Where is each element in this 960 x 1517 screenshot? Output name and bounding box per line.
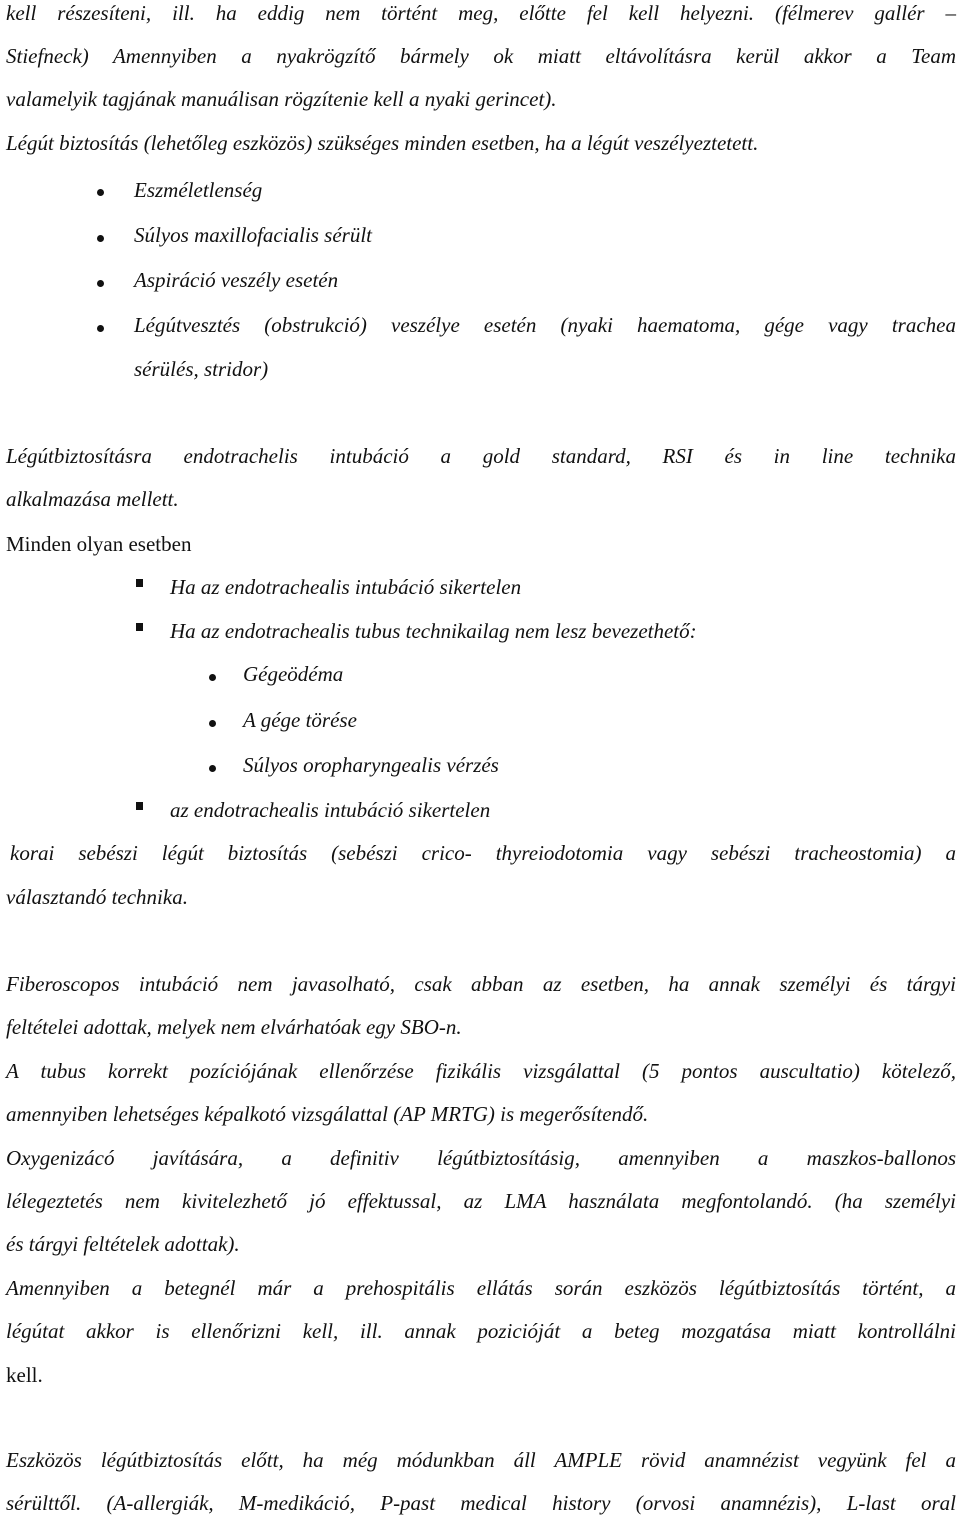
bullet-square-icon — [136, 623, 143, 631]
list-item-continuation: sérülés, stridor) — [134, 357, 269, 381]
text-line: Fiberoscopos intubáció nem javasolható, csak abban az esetben, ha annak személyi és tárgyi — [6, 972, 956, 996]
text-line: alkalmazása mellett. — [6, 487, 179, 511]
text-line: korai sebészi légút biztosítás (sebészi crico- thyreiodotomia vagy sebészi tracheostomia) a — [10, 841, 956, 865]
text-line: kell részesíteni, ill. ha eddig nem történt meg, előtte fel kell helyezni. (félmerev gallér – — [6, 1, 956, 25]
list-item: Ha az endotrachealis tubus technikailag nem lesz bevezethető: — [170, 619, 697, 643]
text-line: választandó technika. — [6, 885, 188, 909]
text-line: A tubus korrekt pozíciójának ellenőrzése fizikális vizsgálattal (5 pontos auscultatio) kötelező, — [6, 1059, 956, 1083]
text-line: Légút biztosítás (lehetőleg eszközös) szükséges minden esetben, ha a légút veszélyeztetett. — [6, 131, 759, 155]
bullet-dot-icon — [97, 235, 104, 242]
text-line: sérülttől. (A-allergiák, M-medikáció, P-past medical history (orvosi anamnézis), L-last oral — [6, 1491, 956, 1515]
list-item: A gége törése — [243, 708, 357, 732]
text-line: Légútbiztosításra endotrachelis intubáció a gold standard, RSI és in line technika — [6, 444, 956, 468]
list-item: Légútvesztés (obstrukció) veszélye esetén (nyaki haematoma, gége vagy trachea — [134, 313, 956, 337]
list-item: az endotrachealis intubáció sikertelen — [170, 798, 491, 822]
text-line: Oxygenizácó javítására, a definitiv légútbiztosításig, amennyiben a maszkos-ballonos — [6, 1146, 956, 1170]
text-line: Eszközös légútbiztosítás előtt, ha még módunkban áll AMPLE rövid anamnézist vegyünk fel a — [6, 1448, 956, 1472]
text-line: légútat akkor is ellenőrizni kell, ill. annak pozicióját a beteg mozgatása miatt kontrollálni — [6, 1319, 956, 1343]
bullet-dot-icon — [97, 189, 104, 196]
text-line: valamelyik tagjának manuálisan rögzítenie kell a nyaki gerincet). — [6, 87, 557, 111]
bullet-square-icon — [136, 579, 143, 587]
list-item: Ha az endotrachealis intubáció sikertelen — [170, 575, 522, 599]
bullet-dot-icon — [209, 674, 216, 681]
bullet-dot-icon — [209, 765, 216, 772]
list-item: Eszméletlenség — [134, 178, 263, 202]
text-line: feltételei adottak, melyek nem elvárhatóak egy SBO-n. — [6, 1015, 462, 1039]
text-line: amennyiben lehetséges képalkotó vizsgálattal (AP MRTG) is megerősítendő. — [6, 1102, 649, 1126]
text-line: Minden olyan esetben — [6, 532, 192, 556]
text-line: Stiefneck) Amennyiben a nyakrögzítő bármely ok miatt eltávolításra kerül akkor a Team — [6, 44, 956, 68]
list-item: Súlyos maxillofacialis sérült — [134, 223, 372, 247]
list-item: Aspiráció veszély esetén — [134, 268, 339, 292]
list-item: Súlyos oropharyngealis vérzés — [243, 753, 499, 777]
bullet-square-icon — [136, 802, 143, 810]
bullet-dot-icon — [97, 280, 104, 287]
bullet-dot-icon — [209, 720, 216, 727]
bullet-dot-icon — [97, 325, 104, 332]
text-line: Amennyiben a betegnél már a prehospitális ellátás során eszközös légútbiztosítás történt, a — [6, 1276, 956, 1300]
text-line: lélegeztetés nem kivitelezhető jó effektussal, az LMA használata megfontolandó. (ha személyi — [6, 1189, 956, 1213]
list-item: Gégeödéma — [243, 662, 344, 686]
text-line: és tárgyi feltételek adottak). — [6, 1232, 240, 1256]
text-line: kell. — [6, 1363, 43, 1387]
